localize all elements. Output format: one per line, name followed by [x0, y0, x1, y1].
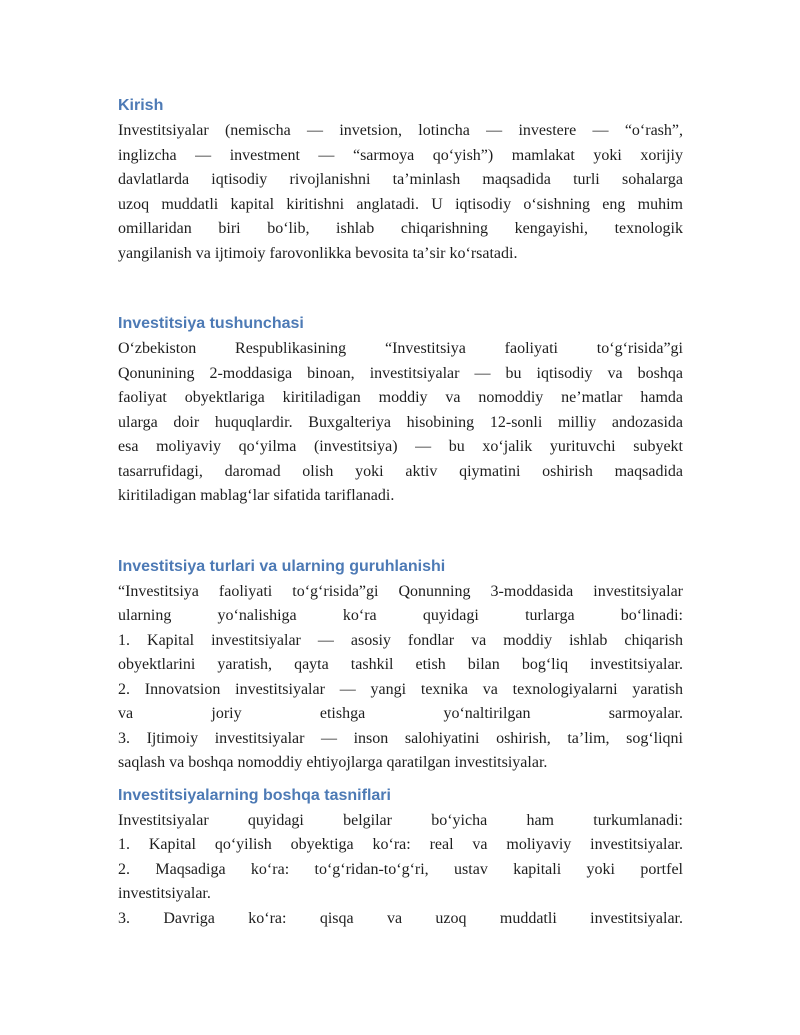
text-line: Qonunining 2-moddasiga binoan, investitsiyalar — bu iqtisodiy va boshqa — [118, 364, 683, 382]
text-line: 2. Innovatsion investitsiyalar — yangi texnika va texnologiyalarni yaratish — [118, 680, 683, 698]
text-line: davlatlarda iqtisodiy rivojlanishni taʼminlash maqsadida turli sohalarga — [118, 171, 683, 188]
section-heading: Investitsiya turlari va ularning guruhlanishi — [118, 557, 446, 575]
text-line: Oʻzbekiston Respublikasining “Investitsiya faoliyati toʻgʻrisida”gi — [118, 340, 683, 357]
section-heading: Investitsiya tushunchasi — [118, 315, 304, 332]
text-line: obyektlarini yaratish, qayta tashkil etish bilan bogʻliq investitsiyalar. — [118, 656, 683, 673]
section-heading: Kirish — [118, 97, 164, 114]
paragraph — [118, 337, 683, 509]
text-line: inglizcha — investment — “sarmoya qoʻyish”) mamlakat yoki xorijiy — [118, 146, 683, 164]
paragraph — [118, 580, 683, 776]
text-line: yangilanish va ijtimoiy farovonlikka bevosita taʼsir koʻrsatadi. — [118, 244, 518, 262]
text-line: ularga doir huquqlardir. Buxgalteriya hisobining 12-sonli milliy andozasida — [118, 413, 683, 431]
text-line: esa moliyaviy qoʻyilma (investitsiya) — bu xoʻjalik yurituvchi subyekt — [118, 438, 683, 455]
section-kirish — [118, 96, 683, 266]
text-line: va joriy etishga yoʻnaltirilgan sarmoyalar. — [118, 705, 683, 722]
text-line: ularning yoʻnalishiga koʻra quyidagi turlarga boʻlinadi: — [118, 607, 683, 624]
section-investitsiya-tushunchasi — [118, 314, 683, 509]
text-line: 2. Maqsadiga koʻra: toʻgʻridan-toʻgʻri, ustav kapitali yoki portfel — [118, 860, 683, 878]
text-line: investitsiyalar. — [118, 885, 211, 902]
text-line: tasarrufidagi, daromad olish yoki aktiv qiymatini oshirish maqsadida — [118, 462, 683, 480]
paragraph — [118, 809, 683, 932]
text-line: uzoq muddatli kapital kiritishni anglatadi. U iqtisodiy oʻsishning eng muhim — [118, 195, 683, 213]
text-line: Investitsiyalar quyidagi belgilar boʻyicha ham turkumlanadi: — [118, 811, 683, 829]
text-line: omillaridan biri boʻlib, ishlab chiqarishning kengayishi, texnologik — [118, 220, 683, 237]
text-line: saqlash va boshqa nomoddiy ehtiyojlarga qaratilgan investitsiyalar. — [118, 754, 548, 771]
text-line: 3. Ijtimoiy investitsiyalar — inson salohiyatini oshirish, taʼlim, sogʻliqni — [118, 729, 683, 747]
section-investitsiya-turlari — [118, 557, 683, 776]
section-heading: Investitsiyalarning boshqa tasniflari — [118, 786, 391, 804]
text-line: kiritiladigan mablagʻlar sifatida tariflanadi. — [118, 487, 395, 504]
section-boshqa-tasniflari — [118, 786, 683, 932]
text-line: 1. Kapital qoʻyilish obyektiga koʻra: real va moliyaviy investitsiyalar. — [118, 836, 683, 853]
text-line: “Investitsiya faoliyati toʻgʻrisida”gi Qonunning 3-moddasida investitsiyalar — [118, 582, 683, 600]
text-line: Investitsiyalar (nemischa — invetsion, lotincha — investere — “oʻrash”, — [118, 122, 683, 139]
text-line: 3. Davriga koʻra: qisqa va uzoq muddatli investitsiyalar. — [118, 909, 683, 927]
text-line: 1. Kapital investitsiyalar — asosiy fondlar va moddiy ishlab chiqarish — [118, 631, 683, 649]
text-line: faoliyat obyektlariga kiritiladigan moddiy va nomoddiy neʼmatlar hamda — [118, 389, 683, 406]
paragraph — [118, 119, 683, 266]
